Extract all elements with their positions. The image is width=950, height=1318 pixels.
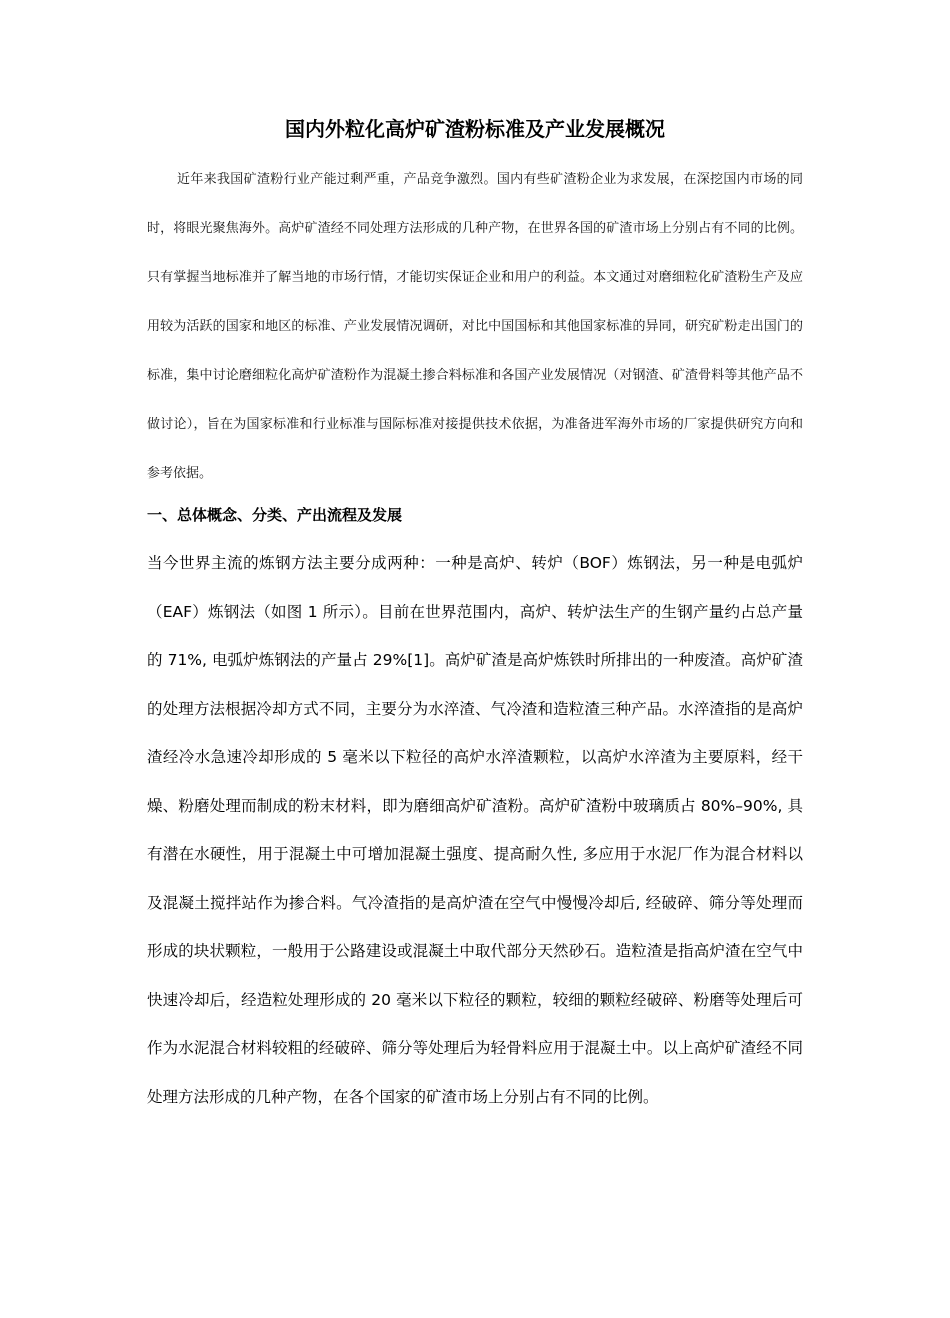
section-body-paragraph: 当今世界主流的炼钢方法主要分成两种：一种是高炉、转炉（BOF）炼钢法，另一种是电弧炉（EAF）炼钢法（如图 1 所示）。目前在世界范围内，高炉、转炉法生产的生钢产量约占总产量的 71%, 电弧炉炼钢法的产量占 29%[1]。高炉矿渣是高炉炼铁时所排出的一种废渣。高炉矿渣的处理方法根据冷却方式不同，主要分为水淬渣、气冷渣和造粒渣三种产品。水淬渣指的是高炉渣经冷水急速冷却形成的 5 毫米以下粒径的高炉水淬渣颗粒，以高炉水淬渣为主要原料，经干燥、粉磨处理而制成的粉末材料，即为磨细高炉矿渣粉。高炉矿渣粉中玻璃质占 80%–90%, 具有潜在水硬性，用于混凝土中可增加混凝土强度、提高耐久性, 多应用于水泥厂作为混合材料以及混凝土搅拌站作为掺合料。气冷渣指的是高炉渣在空气中慢慢冷却后, 经破碎、筛分等处理而形成的块状颗粒，一般用于公路建设或混凝土中取代部分天然砂石。造粒渣是指高炉渣在空气中快速冷却后，经造粒处理形成的 20 毫米以下粒径的颗粒，较细的颗粒经破碎、粉磨等处理后可作为水泥混合材料较粗的经破碎、筛分等处理后为轻骨料应用于混凝土中。以上高炉矿渣经不同处理方法形成的几种产物，在各个国家的矿渣市场上分别占有不同的比例。 <box>147 554 803 1106</box>
abstract-paragraph: 近年来我国矿渣粉行业产能过剩严重，产品竞争激烈。国内有些矿渣粉企业为求发展，在深挖国内市场的同时，将眼光聚焦海外。高炉矿渣经不同处理方法形成的几种产物，在世界各国的矿渣市场上分别占有不同的比例。只有掌握当地标准并了解当地的市场行情，才能切实保证企业和用户的利益。本文通过对磨细粒化矿渣粉生产及应用较为活跃的国家和地区的标准、产业发展情况调研，对比中国国标和其他国家标准的异同，研究矿粉走出国门的标准，集中讨论磨细粒化高炉矿渣粉作为混凝土掺合料标准和各国产业发展情况（对钢渣、矿渣骨料等其他产品不做讨论），旨在为国家标准和行业标准与国际标准对接提供技术依据，为准备进军海外市场的厂家提供研究方向和参考依据。 <box>147 172 803 481</box>
section-heading: 一、总体概念、分类、产出流程及发展 <box>147 506 403 524</box>
document-title: 国内外粒化高炉矿渣粉标准及产业发展概况 <box>285 117 665 141</box>
